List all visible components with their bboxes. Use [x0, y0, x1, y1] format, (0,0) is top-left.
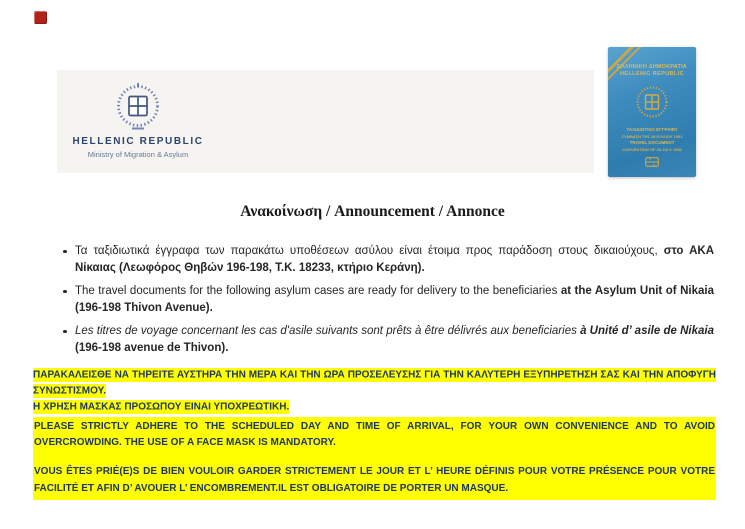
passport-doc-title-english: TRAVEL DOCUMENT — [629, 140, 675, 145]
notice-greek — [33, 367, 716, 416]
ministry-logo — [57, 70, 219, 173]
notice-greek-para1: ΠΑΡΑΚΑΛΕΙΣΘΕ ΝΑ ΤΗΡΕΙΤΕ ΑΥΣΤΗΡΑ ΤΗΝ ΜΕΡΑ ΚΑΙ ΤΗΝ ΩΡΑ ΠΡΟΣΕΛΕΥΣΗΣ ΓΙΑ ΤΗΝ ΚΑΛΥΤΕΡΗ ΕΞΥΠΗΡΕΤΗΣΗ ΣΑΣ ΚΑΙ ΤΗΝ ΑΠΟΦΥΓΗ ΣΥΝΩΣΤΙΣΜΟΥ. — [33, 369, 716, 397]
org-name: HELLENIC REPUBLIC — [72, 136, 204, 147]
bullet-text-french: Les titres de voyage concernant les cas d'asile suivants sont prêts à être délivrés aux beneficiaries à Unité d’ asile de Nikaia (196-198 avenue de Thivon). — [75, 325, 714, 354]
list-item-greek — [62, 243, 714, 276]
org-subtitle: Ministry of Migration & Asylum — [87, 150, 189, 159]
announcement-list — [62, 243, 714, 363]
passport-country-english: HELLENIC REPUBLIC — [620, 71, 684, 77]
travel-document-cover-image — [608, 47, 696, 177]
bullet-dot-icon — [63, 290, 67, 294]
passport-emblem-icon — [635, 84, 669, 126]
passport-country-greek: ΕΛΛΗΝΙΚΗ ΔΗΜΟΚΡΑΤΙΑ — [617, 64, 687, 70]
hellenic-emblem-icon — [115, 82, 161, 137]
page-title: Ανακοίνωση / Announcement / Annonce — [240, 203, 505, 220]
bullet-text-greek: Τα ταξιδιωτικά έγγραφα των παρακάτω υποθέσεων ασύλου είναι έτοιμα προς παράδοση στους δικαιούχους, στο ΑΚΑ Νίκαιας (Λεωφόρος Θηβών 196-198, Τ.Κ. 18233, κτήριο Κεράνη). — [75, 245, 715, 274]
bullet-text-english: The travel documents for the following asylum cases are ready for delivery to the beneficiaries at the Asylum Unit of Nikaia (196-198 Thivon Avenue). — [75, 285, 714, 314]
passport-doc-title-greek: ΤΑΞΙΔΙΩΤΙΚΟ ΕΓΓΡΑΦΟ — [626, 127, 678, 132]
red-marker-icon — [34, 11, 47, 24]
passport-convention-english: CONVENTION OF 28 JULY 1951 — [622, 146, 682, 152]
passport-convention-greek: ΣΥΜΒΑΣΗ ΤΗΣ 28 ΙΟΥΛΙΟΥ 1951 — [621, 133, 683, 139]
bullet-dot-icon — [63, 250, 67, 254]
list-item-english — [62, 283, 714, 316]
bullet-dot-icon — [63, 330, 67, 334]
notice-french: VOUS ÊTES PRIÉ(E)S DE BIEN VOULOIR GARDER STRICTEMENT LE JOUR ET L’ HEURE DÉFINIS POUR VOTRE PRÉSENCE POUR VOTRE FACILITÉ ET AFIN D’ AVOUER L’ ENCOMBREMENT.IL EST OBLIGATOIRE DE PORTER UN MASQUE. — [34, 466, 715, 494]
notice-greek-para2: Η ΧΡΗΣΗ ΜΑΣΚΑΣ ΠΡΟΣΩΠΟΥ ΕΙΝΑΙ ΥΠΟΧΡΕΩΤΙΚΗ. — [33, 401, 290, 413]
biometric-chip-icon — [645, 154, 659, 172]
list-item-french — [62, 323, 714, 356]
notice-english: PLEASE STRICTLY ADHERE TO THE SCHEDULED DAY AND TIME OF ARRIVAL, FOR YOUR OWN CONVENIENCE AND TO AVOID OVERCROWDING. THE USE OF A FACE MASK IS MANDATORY. — [34, 421, 715, 449]
notice-english-french-block — [33, 417, 716, 500]
ministry-header-banner — [57, 70, 594, 173]
